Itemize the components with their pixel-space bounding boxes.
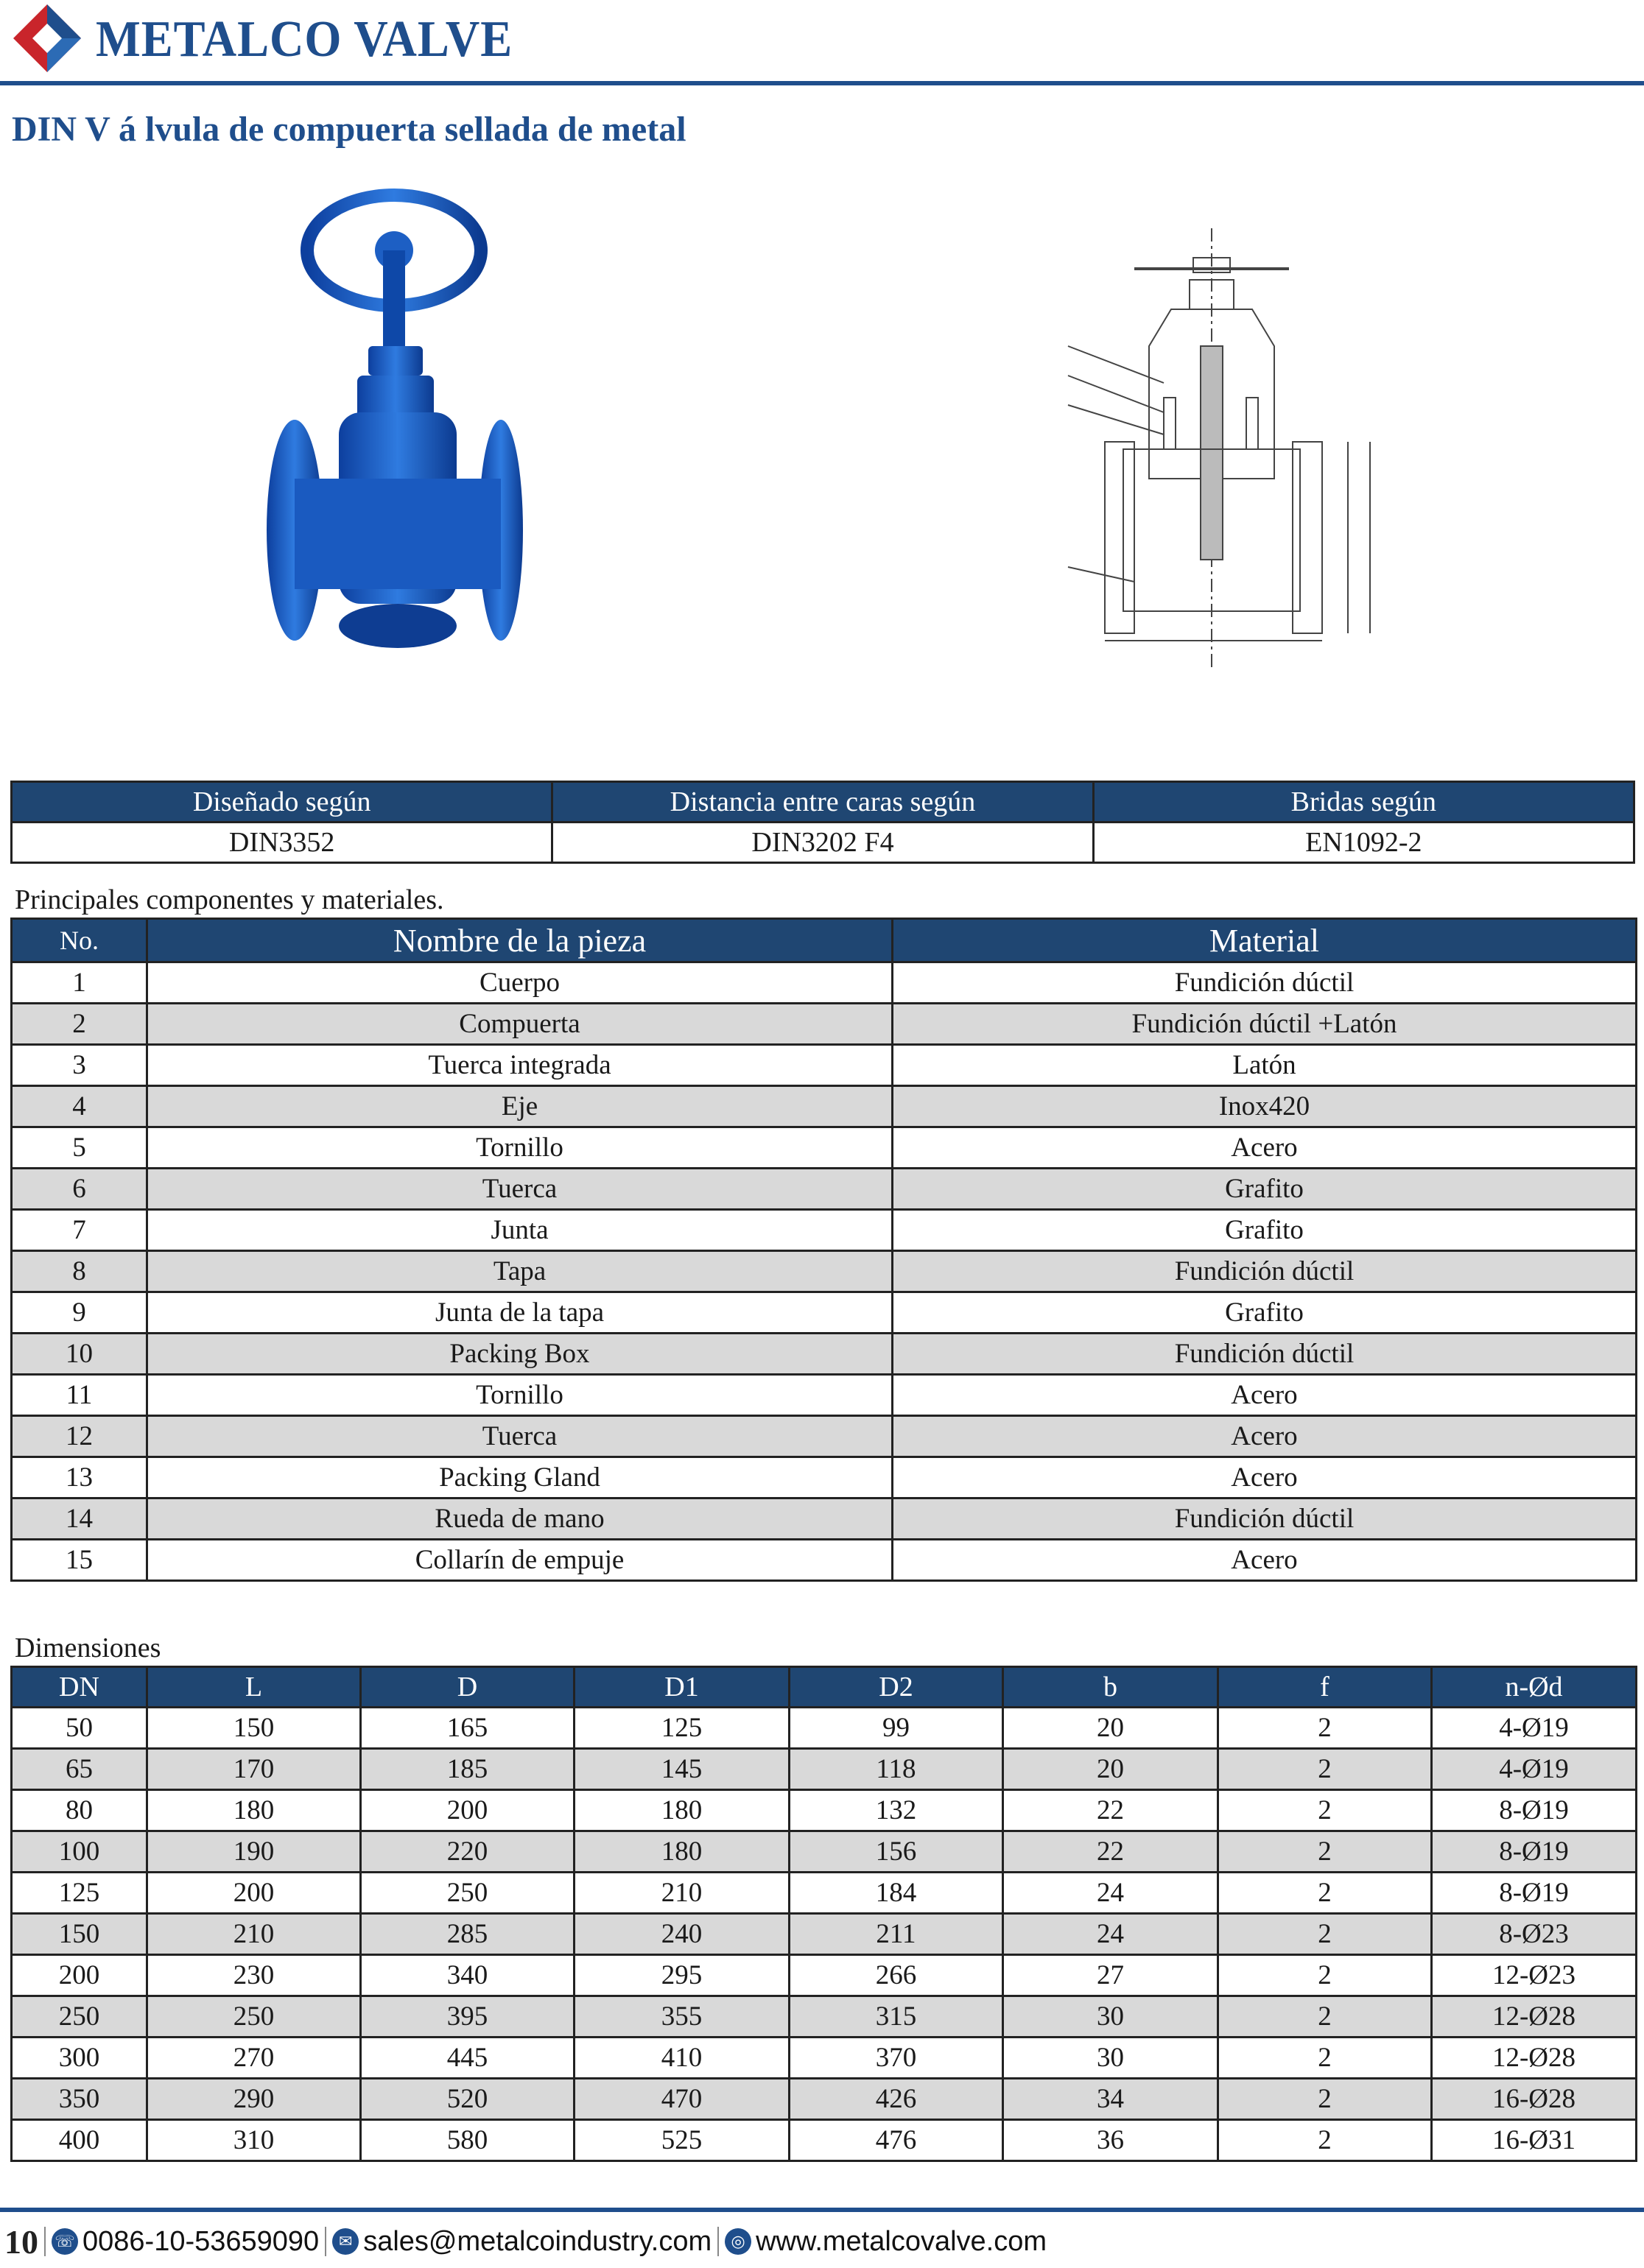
part-number: 11 — [12, 1375, 147, 1416]
dimension-cell: 132 — [790, 1790, 1003, 1831]
dimensions-header: b — [1003, 1667, 1218, 1708]
table-row — [12, 1914, 1637, 1955]
dimension-cell: 350 — [12, 2079, 147, 2120]
dimension-cell: 300 — [12, 2038, 147, 2079]
table-row — [12, 1540, 1637, 1581]
dimension-cell: 24 — [1003, 1914, 1218, 1955]
dimension-cell: 200 — [361, 1790, 575, 1831]
dimension-cell: 2 — [1218, 1996, 1432, 2038]
dimension-cell: 12-Ø28 — [1432, 2038, 1637, 2079]
part-material: Acero — [893, 1457, 1637, 1498]
dimension-cell: 50 — [12, 1708, 147, 1749]
dimension-cell: 22 — [1003, 1790, 1218, 1831]
dimension-cell: 100 — [12, 1831, 147, 1873]
part-material: Acero — [893, 1416, 1637, 1457]
part-name: Collarín de empuje — [147, 1540, 893, 1581]
dimension-cell: 410 — [575, 2038, 790, 2079]
dimension-cell: 250 — [12, 1996, 147, 2038]
dimension-cell: 8-Ø19 — [1432, 1790, 1637, 1831]
dimension-cell: 200 — [12, 1955, 147, 1996]
part-name: Eje — [147, 1086, 893, 1127]
part-material: Acero — [893, 1375, 1637, 1416]
dimension-cell: 470 — [575, 2079, 790, 2120]
table-row — [12, 1210, 1637, 1251]
table-row — [12, 1292, 1637, 1334]
table-row — [12, 2038, 1637, 2079]
dimensions-header: D1 — [575, 1667, 790, 1708]
dimension-cell: 65 — [12, 1749, 147, 1790]
footer-email[interactable]: sales@metalcoindustry.com — [363, 2225, 712, 2257]
dimension-cell: 370 — [790, 2038, 1003, 2079]
part-number: 9 — [12, 1292, 147, 1334]
standards-table — [10, 781, 1635, 864]
footer-separator — [717, 2227, 719, 2256]
part-number: 13 — [12, 1457, 147, 1498]
part-material: Fundición dúctil — [893, 962, 1637, 1004]
dimension-cell: 2 — [1218, 1790, 1432, 1831]
part-material: Fundición dúctil +Latón — [893, 1004, 1637, 1045]
page-number: 10 — [4, 2222, 38, 2261]
part-name: Tornillo — [147, 1375, 893, 1416]
dimensions-header: D2 — [790, 1667, 1003, 1708]
valve-photo — [250, 184, 545, 685]
part-name: Tuerca integrada — [147, 1045, 893, 1086]
table-row — [12, 2120, 1637, 2161]
dimensions-header: f — [1218, 1667, 1432, 1708]
table-row — [12, 1831, 1637, 1873]
parts-table — [10, 918, 1637, 1582]
table-row — [12, 2079, 1637, 2120]
part-number: 2 — [12, 1004, 147, 1045]
dimension-cell: 34 — [1003, 2079, 1218, 2120]
dimension-cell: 2 — [1218, 1708, 1432, 1749]
dimensions-header: n-Ød — [1432, 1667, 1637, 1708]
table-row — [12, 1790, 1637, 1831]
dimension-cell: 20 — [1003, 1749, 1218, 1790]
footer-separator — [44, 2227, 46, 2256]
part-number: 3 — [12, 1045, 147, 1086]
dimension-cell: 2 — [1218, 2120, 1432, 2161]
part-number: 6 — [12, 1169, 147, 1210]
part-name: Compuerta — [147, 1004, 893, 1045]
part-material: Acero — [893, 1127, 1637, 1169]
dimension-cell: 525 — [575, 2120, 790, 2161]
dimension-cell: 580 — [361, 2120, 575, 2161]
table-row — [12, 1498, 1637, 1540]
part-name: Packing Gland — [147, 1457, 893, 1498]
dimensions-header: L — [147, 1667, 361, 1708]
dimension-cell: 145 — [575, 1749, 790, 1790]
valve-section-drawing — [1053, 199, 1385, 685]
dimension-cell: 310 — [147, 2120, 361, 2161]
page-title: DIN V á lvula de compuerta sellada de metal — [12, 110, 686, 149]
dimension-cell: 16-Ø28 — [1432, 2079, 1637, 2120]
dimension-cell: 200 — [147, 1873, 361, 1914]
standards-value: DIN3202 F4 — [552, 823, 1093, 863]
standards-header: Distancia entre caras según — [552, 782, 1093, 823]
dimension-cell: 315 — [790, 1996, 1003, 2038]
dimension-cell: 340 — [361, 1955, 575, 1996]
dimension-cell: 36 — [1003, 2120, 1218, 2161]
phone-icon: ☏ — [52, 2228, 78, 2255]
table-row — [12, 1169, 1637, 1210]
dimension-cell: 250 — [361, 1873, 575, 1914]
dimension-cell: 8-Ø19 — [1432, 1873, 1637, 1914]
dimension-cell: 476 — [790, 2120, 1003, 2161]
part-name: Packing Box — [147, 1334, 893, 1375]
header-divider — [0, 81, 1644, 85]
dimension-cell: 125 — [12, 1873, 147, 1914]
logo-icon — [10, 1, 84, 75]
footer — [0, 2221, 1047, 2262]
part-name: Rueda de mano — [147, 1498, 893, 1540]
dimension-cell: 2 — [1218, 1749, 1432, 1790]
dimension-cell: 285 — [361, 1914, 575, 1955]
dimensions-table — [10, 1666, 1637, 2162]
dimension-cell: 4-Ø19 — [1432, 1749, 1637, 1790]
dimension-cell: 30 — [1003, 2038, 1218, 2079]
dimension-cell: 211 — [790, 1914, 1003, 1955]
dimension-cell: 220 — [361, 1831, 575, 1873]
brand-name: METALCO VALVE — [96, 11, 513, 68]
dimension-cell: 270 — [147, 2038, 361, 2079]
parts-header: Nombre de la pieza — [147, 919, 893, 962]
table-row — [12, 1127, 1637, 1169]
globe-icon: ◎ — [725, 2228, 751, 2255]
part-name: Tornillo — [147, 1127, 893, 1169]
dimension-cell: 250 — [147, 1996, 361, 2038]
dimension-cell: 22 — [1003, 1831, 1218, 1873]
dimension-cell: 180 — [147, 1790, 361, 1831]
part-number: 14 — [12, 1498, 147, 1540]
standards-header: Bridas según — [1093, 782, 1634, 823]
part-number: 4 — [12, 1086, 147, 1127]
email-icon: ✉ — [332, 2228, 359, 2255]
dimension-cell: 230 — [147, 1955, 361, 1996]
dimension-cell: 165 — [361, 1708, 575, 1749]
dimension-cell: 2 — [1218, 1955, 1432, 1996]
table-row — [12, 1873, 1637, 1914]
dimension-cell: 99 — [790, 1708, 1003, 1749]
dimension-cell: 150 — [147, 1708, 361, 1749]
dimension-cell: 184 — [790, 1873, 1003, 1914]
part-number: 1 — [12, 962, 147, 1004]
part-name: Junta — [147, 1210, 893, 1251]
dimension-cell: 8-Ø19 — [1432, 1831, 1637, 1873]
table-row — [12, 1416, 1637, 1457]
dimension-cell: 2 — [1218, 2038, 1432, 2079]
table-row — [12, 1045, 1637, 1086]
part-material: Fundición dúctil — [893, 1251, 1637, 1292]
dimension-cell: 520 — [361, 2079, 575, 2120]
table-row — [12, 1955, 1637, 1996]
part-number: 7 — [12, 1210, 147, 1251]
dimension-cell: 210 — [147, 1914, 361, 1955]
dimension-cell: 20 — [1003, 1708, 1218, 1749]
table-row — [12, 1708, 1637, 1749]
dimension-cell: 150 — [12, 1914, 147, 1955]
dimension-cell: 118 — [790, 1749, 1003, 1790]
part-material: Grafito — [893, 1169, 1637, 1210]
dimension-cell: 180 — [575, 1790, 790, 1831]
table-row — [12, 1086, 1637, 1127]
part-material: Latón — [893, 1045, 1637, 1086]
dimension-cell: 445 — [361, 2038, 575, 2079]
dimension-cell: 125 — [575, 1708, 790, 1749]
standards-value: DIN3352 — [12, 823, 552, 863]
part-material: Acero — [893, 1540, 1637, 1581]
footer-separator — [325, 2227, 326, 2256]
dimension-cell: 27 — [1003, 1955, 1218, 1996]
parts-header: Material — [893, 919, 1637, 962]
dimension-cell: 30 — [1003, 1996, 1218, 2038]
part-number: 15 — [12, 1540, 147, 1581]
dimension-cell: 2 — [1218, 1873, 1432, 1914]
dimension-cell: 295 — [575, 1955, 790, 1996]
dimension-cell: 395 — [361, 1996, 575, 2038]
dimension-cell: 12-Ø28 — [1432, 1996, 1637, 2038]
dimension-cell: 2 — [1218, 2079, 1432, 2120]
dimension-cell: 24 — [1003, 1873, 1218, 1914]
dimension-cell: 190 — [147, 1831, 361, 1873]
parts-section-label: Principales componentes y materiales. — [15, 884, 444, 915]
footer-phone: 0086-10-53659090 — [82, 2225, 320, 2257]
dimension-cell: 170 — [147, 1749, 361, 1790]
part-material: Fundición dúctil — [893, 1334, 1637, 1375]
dimension-cell: 290 — [147, 2079, 361, 2120]
dimension-cell: 12-Ø23 — [1432, 1955, 1637, 1996]
part-number: 8 — [12, 1251, 147, 1292]
dimension-cell: 2 — [1218, 1914, 1432, 1955]
dimension-cell: 2 — [1218, 1831, 1432, 1873]
dimension-cell: 426 — [790, 2079, 1003, 2120]
dimensions-section-label: Dimensiones — [15, 1633, 161, 1663]
part-name: Tuerca — [147, 1416, 893, 1457]
dimension-cell: 185 — [361, 1749, 575, 1790]
footer-website[interactable]: www.metalcovalve.com — [756, 2225, 1047, 2257]
dimension-cell: 240 — [575, 1914, 790, 1955]
part-number: 10 — [12, 1334, 147, 1375]
table-row — [12, 1996, 1637, 2038]
parts-header: No. — [12, 919, 147, 962]
dimensions-header: DN — [12, 1667, 147, 1708]
part-material: Fundición dúctil — [893, 1498, 1637, 1540]
dimension-cell: 4-Ø19 — [1432, 1708, 1637, 1749]
dimension-cell: 80 — [12, 1790, 147, 1831]
part-number: 12 — [12, 1416, 147, 1457]
part-material: Grafito — [893, 1210, 1637, 1251]
part-material: Inox420 — [893, 1086, 1637, 1127]
table-row — [12, 1334, 1637, 1375]
part-number: 5 — [12, 1127, 147, 1169]
dimension-cell: 210 — [575, 1873, 790, 1914]
dimension-cell: 8-Ø23 — [1432, 1914, 1637, 1955]
part-name: Junta de la tapa — [147, 1292, 893, 1334]
dimension-cell: 400 — [12, 2120, 147, 2161]
part-name: Cuerpo — [147, 962, 893, 1004]
part-name: Tuerca — [147, 1169, 893, 1210]
table-row — [12, 1375, 1637, 1416]
table-row — [12, 1457, 1637, 1498]
table-row — [12, 1004, 1637, 1045]
table-row — [12, 1749, 1637, 1790]
dimension-cell: 180 — [575, 1831, 790, 1873]
part-material: Grafito — [893, 1292, 1637, 1334]
dimension-cell: 266 — [790, 1955, 1003, 1996]
part-name: Tapa — [147, 1251, 893, 1292]
table-row — [12, 962, 1637, 1004]
table-row — [12, 1251, 1637, 1292]
dimension-cell: 156 — [790, 1831, 1003, 1873]
dimension-cell: 16-Ø31 — [1432, 2120, 1637, 2161]
footer-divider — [0, 2208, 1644, 2212]
standards-header: Diseñado según — [12, 782, 552, 823]
standards-value: EN1092-2 — [1093, 823, 1634, 863]
dimensions-header: D — [361, 1667, 575, 1708]
dimension-cell: 355 — [575, 1996, 790, 2038]
